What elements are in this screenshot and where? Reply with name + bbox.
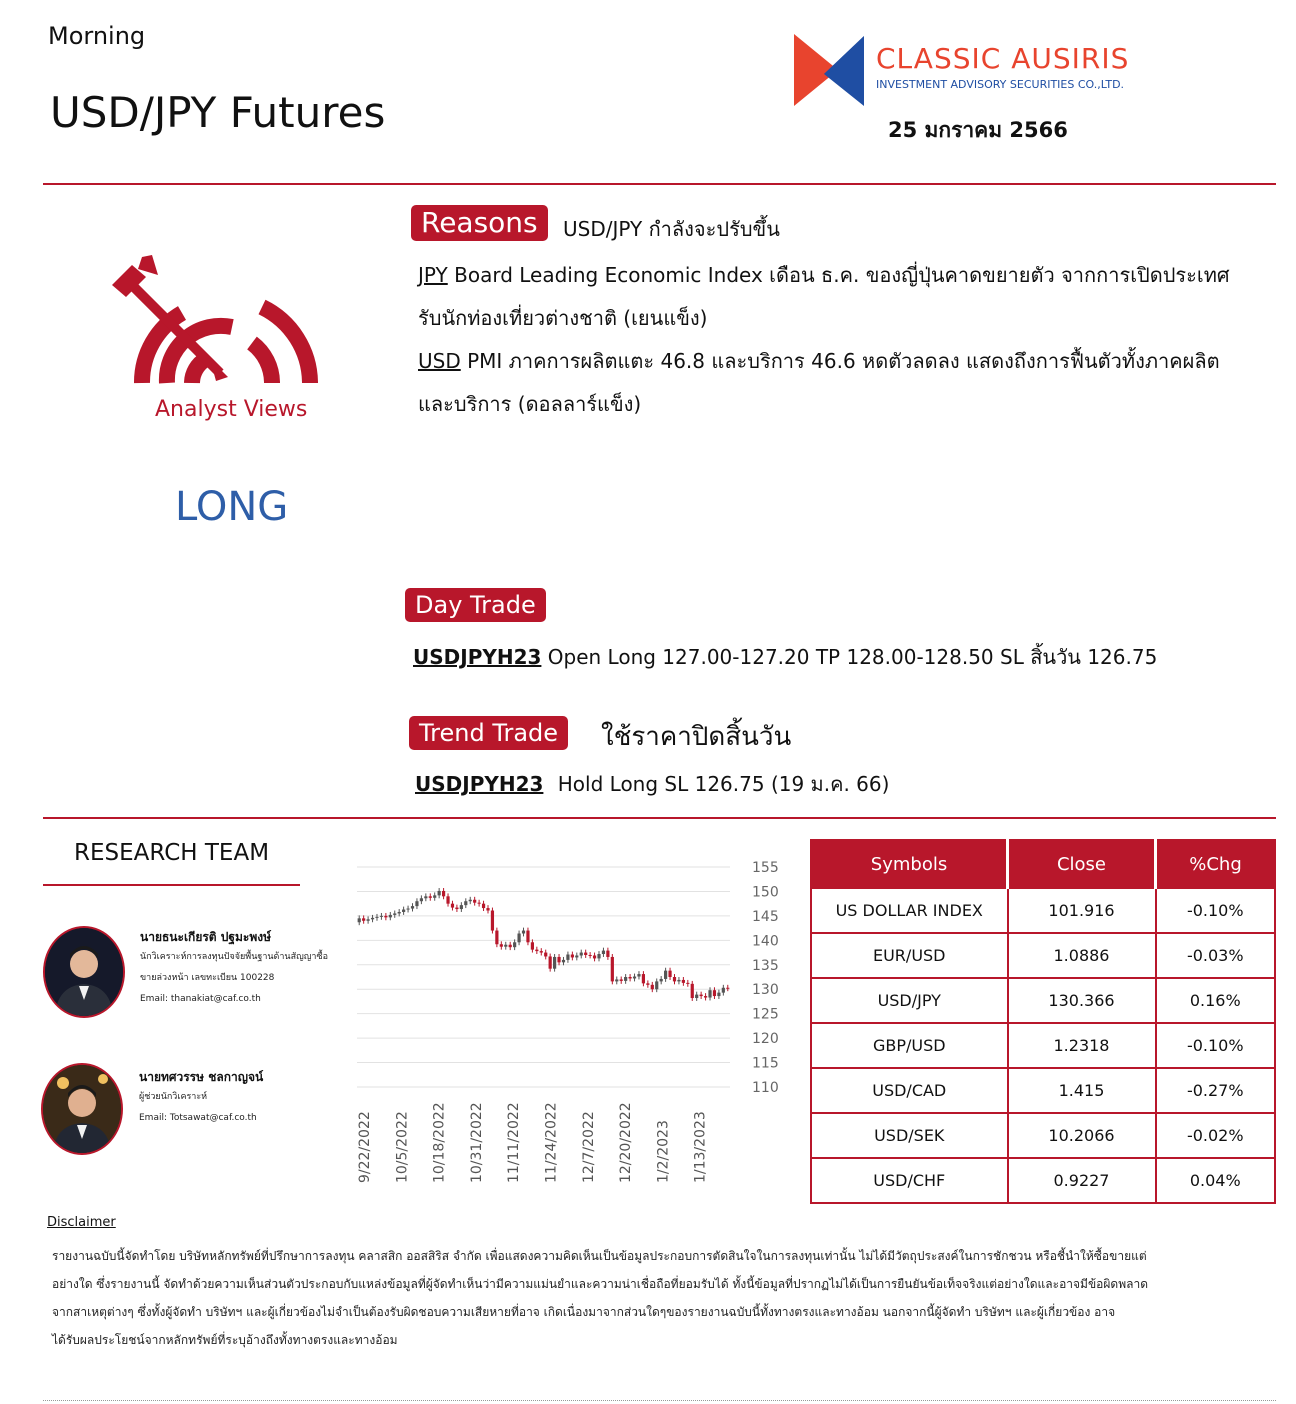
disclaimer-line: อย่างใด ซึ่งรายงานนี้ จัดทำด้วยความเห็นส่วนตัวประกอบกับแหล่งข้อมูลที่ผู้จัดทำเห็นว่ามีความแม่นยำและความน่าเชื่อถือที่ยอมรับได้ ทั้งนี้ข้อมูลที่ปรากฏไม่ได้เป็นการยืนยันข้อเท็จจริงแต่อย่างใดและอาจมีข้อผิดพลาด	[52, 1277, 1148, 1291]
close-cell: 1.2318	[1008, 1023, 1156, 1068]
trend-trade-text: Hold Long SL 126.75 (19 ม.ค. 66)	[557, 772, 890, 796]
y-tick-label: 115	[752, 1055, 779, 1072]
y-tick-label: 145	[752, 908, 779, 925]
candle-body	[566, 955, 569, 960]
candle-body	[642, 974, 645, 983]
member-name: นายธนะเกียรติ ปฐมะพงษ์	[140, 930, 272, 944]
reason-item	[418, 254, 1278, 426]
symbol-cell: USD/CAD	[811, 1068, 1008, 1113]
member-role: นักวิเคราะห์การลงทุนปัจจัยพื้นฐานด้านสัญญาซื้อ	[140, 952, 328, 962]
x-tick-label: 10/31/2022	[468, 1102, 485, 1183]
candle-body	[473, 900, 476, 903]
brand-name: CLASSIC AUSIRIS	[876, 42, 1130, 75]
candle-body	[717, 993, 720, 996]
report-date: 25 มกราคม 2566	[888, 118, 1068, 142]
x-tick-label: 1/13/2023	[692, 1111, 709, 1183]
avatar	[41, 1063, 123, 1155]
chg-cell: -0.03%	[1156, 933, 1276, 978]
table-row	[811, 978, 1275, 1023]
candle-body	[637, 974, 640, 976]
candle-body	[495, 931, 498, 945]
candle-body	[478, 903, 481, 904]
candle-body	[415, 901, 418, 906]
candle-body	[375, 917, 378, 918]
candle-body	[509, 945, 512, 947]
candle-body	[606, 951, 609, 957]
column-header: Symbols	[811, 840, 1008, 888]
candle-body	[593, 955, 596, 958]
candle-body	[704, 996, 707, 997]
reason-line: และบริการ (ดอลลาร์แข็ง)	[418, 392, 642, 416]
chg-cell: 0.04%	[1156, 1158, 1276, 1203]
research-team-underline	[43, 884, 300, 886]
close-cell: 10.2066	[1008, 1113, 1156, 1158]
x-tick-label: 1/2/2023	[655, 1120, 672, 1183]
candle-body	[424, 896, 427, 898]
candle-body	[513, 942, 516, 947]
candle-body	[695, 995, 698, 998]
candle-body	[544, 953, 547, 957]
candle-body	[664, 971, 667, 979]
candle-body	[624, 977, 627, 981]
candle-body	[526, 931, 529, 943]
candle-body	[406, 909, 409, 910]
table-row	[811, 1158, 1275, 1203]
candle-body	[398, 912, 401, 913]
y-tick-label: 135	[752, 957, 779, 974]
target-icon	[112, 255, 327, 385]
disclaimer-text	[52, 1242, 1272, 1354]
candle-body	[575, 955, 578, 957]
reason-line: PMI ภาคการผลิตแตะ 46.8 และบริการ 46.6 หดตัวลดลง แสดงถึงการฟื้นตัวทั้งภาคผลิต	[467, 349, 1220, 373]
candle-body	[433, 895, 436, 897]
candle-body	[531, 942, 534, 949]
research-team-title: RESEARCH TEAM	[74, 840, 270, 866]
close-cell: 130.366	[1008, 978, 1156, 1023]
candle-body	[726, 988, 729, 989]
column-header: %Chg	[1156, 840, 1276, 888]
candle-body	[660, 979, 663, 981]
team-member	[140, 928, 350, 1010]
candle-body	[451, 904, 454, 908]
candle-body	[646, 983, 649, 984]
symbol-cell: GBP/USD	[811, 1023, 1008, 1068]
candle-body	[597, 954, 600, 958]
candle-body	[522, 931, 525, 934]
quotes-table	[810, 839, 1276, 1204]
candle-body	[429, 896, 432, 897]
table-header-row	[811, 840, 1275, 888]
candle-body	[455, 908, 458, 909]
member-email: Email: thanakiat@caf.co.th	[140, 994, 261, 1004]
symbol-cell: USD/SEK	[811, 1113, 1008, 1158]
candle-body	[651, 985, 654, 989]
disclaimer-line: ได้รับผลประโยชน์จากหลักทรัพย์ที่ระบุอ้างถึงทั้งทางตรงและทางอ้อม	[52, 1333, 398, 1347]
avatar	[43, 926, 125, 1018]
candle-body	[655, 981, 658, 989]
x-tick-label: 11/24/2022	[543, 1102, 560, 1183]
candle-body	[633, 977, 636, 979]
symbol-cell: USD/CHF	[811, 1158, 1008, 1203]
reason-line: Board Leading Economic Index เดือน ธ.ค. ของญี่ปุ่นคาดขยายตัว จากการเปิดประเทศ	[454, 263, 1230, 287]
candle-body	[420, 898, 423, 901]
candle-body	[686, 983, 689, 984]
candle-body	[362, 918, 365, 920]
candle-body	[486, 908, 489, 910]
reason-currency: JPY	[418, 263, 448, 287]
column-header: Close	[1008, 840, 1156, 888]
day-trade-line	[413, 641, 1157, 673]
candle-body	[517, 933, 520, 942]
candle-body	[411, 906, 414, 908]
candle-body	[540, 951, 543, 952]
y-tick-label: 140	[752, 933, 779, 950]
candle-body	[615, 979, 618, 981]
candle-body	[722, 988, 725, 993]
candle-body	[562, 960, 565, 962]
candle-body	[589, 955, 592, 956]
candle-body	[482, 904, 485, 908]
candle-body	[438, 891, 441, 895]
close-cell: 1.0886	[1008, 933, 1156, 978]
disclaimer-line: จากสาเหตุต่างๆ ซึ่งทั้งผู้จัดทำ บริษัทฯ และผู้เกี่ยวข้องไม่จำเป็นต้องรับผิดชอบความเสียหายที่อาจ เกิดเนื่องมาจากส่วนใดๆของรายงานฉบับนี้ทั้งทางตรงและทางอ้อม นอกจากนี้ผู้จัดทำ บริษัทฯ และผู้เกี่ยวข้อง อาจ	[52, 1305, 1116, 1319]
symbol-cell: EUR/USD	[811, 933, 1008, 978]
table-row	[811, 1068, 1275, 1113]
candle-body	[358, 918, 361, 922]
candle-body	[367, 919, 370, 920]
chg-cell: -0.27%	[1156, 1068, 1276, 1113]
y-tick-label: 125	[752, 1006, 779, 1023]
candle-body	[700, 995, 703, 996]
candle-body	[708, 990, 711, 997]
trend-trade-line	[415, 768, 889, 800]
table-row	[811, 1113, 1275, 1158]
candle-body	[677, 980, 680, 981]
candle-body	[460, 905, 463, 909]
candle-body	[393, 913, 396, 914]
candle-body	[553, 957, 556, 969]
candle-body	[500, 944, 503, 946]
y-tick-label: 130	[752, 982, 779, 999]
candle-body	[389, 915, 392, 917]
table-row	[811, 933, 1275, 978]
logo-mark-icon	[794, 34, 866, 106]
disclaimer-line: รายงานฉบับนี้จัดทำโดย บริษัทหลักทรัพย์ที่ปรึกษาการลงทุน คลาสสิก ออสสิริส จำกัด เพื่อแสดงความคิดเห็นเป็นข้อมูลประกอบการตัดสินใจในการลงทุนเท่านั้น ไม่ได้มีวัตถุประสงค์ในการชักชวน หรือชี้นำให้ซื้อขายแต่	[52, 1249, 1147, 1263]
candle-body	[691, 984, 694, 998]
analyst-view-value: LONG	[175, 484, 289, 530]
candle-body	[620, 979, 623, 980]
day-trade-tag: Day Trade	[405, 588, 546, 622]
symbol-cell: US DOLLAR INDEX	[811, 888, 1008, 933]
footer-dotted-rule	[43, 1400, 1276, 1401]
table-row	[811, 888, 1275, 933]
candle-body	[442, 891, 445, 896]
candle-body	[371, 918, 374, 919]
candle-body	[504, 945, 507, 947]
table-row	[811, 1023, 1275, 1068]
reasons-tag: Reasons	[411, 205, 548, 241]
header-divider	[43, 183, 1276, 185]
member-email: Email: Totsawat@caf.co.th	[139, 1113, 257, 1123]
x-tick-label: 11/11/2022	[506, 1102, 523, 1183]
chg-cell: 0.16%	[1156, 978, 1276, 1023]
team-member	[139, 1068, 349, 1129]
chg-cell: -0.10%	[1156, 1023, 1276, 1068]
member-role: ขายล่วงหน้า เลขทะเบียน 100228	[140, 973, 275, 983]
close-cell: 0.9227	[1008, 1158, 1156, 1203]
candle-body	[580, 953, 583, 956]
reasons-subtitle: USD/JPY กำลังจะปรับขึ้น	[563, 217, 780, 241]
day-trade-text: Open Long 127.00-127.20 TP 128.00-128.50 SL สิ้นวัน 126.75	[547, 645, 1158, 669]
x-tick-label: 12/20/2022	[618, 1102, 635, 1183]
company-logo	[794, 32, 1144, 107]
y-tick-label: 155	[752, 860, 779, 876]
candle-body	[469, 900, 472, 901]
trend-trade-symbol: USDJPYH23	[415, 772, 544, 796]
brand-subtitle: INVESTMENT ADVISORY SECURITIES CO.,LTD.	[876, 78, 1125, 91]
candle-body	[491, 911, 494, 931]
candle-body	[535, 950, 538, 951]
y-tick-label: 150	[752, 884, 779, 901]
close-cell: 1.415	[1008, 1068, 1156, 1113]
candle-body	[446, 896, 449, 903]
analyst-views-label: Analyst Views	[155, 397, 308, 422]
chg-cell: -0.02%	[1156, 1113, 1276, 1158]
x-tick-label: 12/7/2022	[580, 1111, 597, 1183]
x-tick-label: 9/22/2022	[357, 1111, 373, 1183]
trend-trade-tag: Trend Trade	[409, 716, 568, 750]
member-role: ผู้ช่วยนักวิเคราะห์	[139, 1092, 208, 1102]
price-chart	[345, 845, 790, 1190]
section-divider	[43, 817, 1276, 819]
candle-body	[384, 916, 387, 917]
candle-body	[584, 953, 587, 955]
candle-body	[628, 977, 631, 978]
edition-label: Morning	[48, 22, 146, 50]
reason-currency: USD	[418, 349, 461, 373]
candle-body	[571, 955, 574, 958]
candle-body	[611, 957, 614, 981]
candle-body	[713, 990, 716, 996]
reason-line: รับนักท่องเที่ยวต่างชาติ (เยนแข็ง)	[418, 306, 708, 330]
candle-body	[464, 901, 467, 905]
close-cell: 101.916	[1008, 888, 1156, 933]
y-tick-label: 120	[752, 1031, 779, 1048]
candle-body	[682, 980, 685, 983]
trend-trade-subtitle: ใช้ราคาปิดสิ้นวัน	[601, 722, 792, 752]
candle-body	[549, 956, 552, 968]
candle-body	[602, 951, 605, 954]
candle-body	[673, 977, 676, 981]
candle-body	[668, 971, 671, 977]
member-name: นายทศวรรษ ชลกาญจน์	[139, 1070, 264, 1084]
candle-body	[380, 916, 383, 917]
chg-cell: -0.10%	[1156, 888, 1276, 933]
candle-body	[402, 910, 405, 912]
symbol-cell: USD/JPY	[811, 978, 1008, 1023]
page-title: USD/JPY Futures	[50, 88, 386, 137]
x-tick-label: 10/18/2022	[431, 1102, 448, 1183]
y-tick-label: 110	[752, 1080, 779, 1096]
candle-body	[557, 957, 560, 962]
disclaimer-title: Disclaimer	[47, 1215, 116, 1230]
x-tick-label: 10/5/2022	[394, 1111, 411, 1183]
day-trade-symbol: USDJPYH23	[413, 645, 542, 669]
